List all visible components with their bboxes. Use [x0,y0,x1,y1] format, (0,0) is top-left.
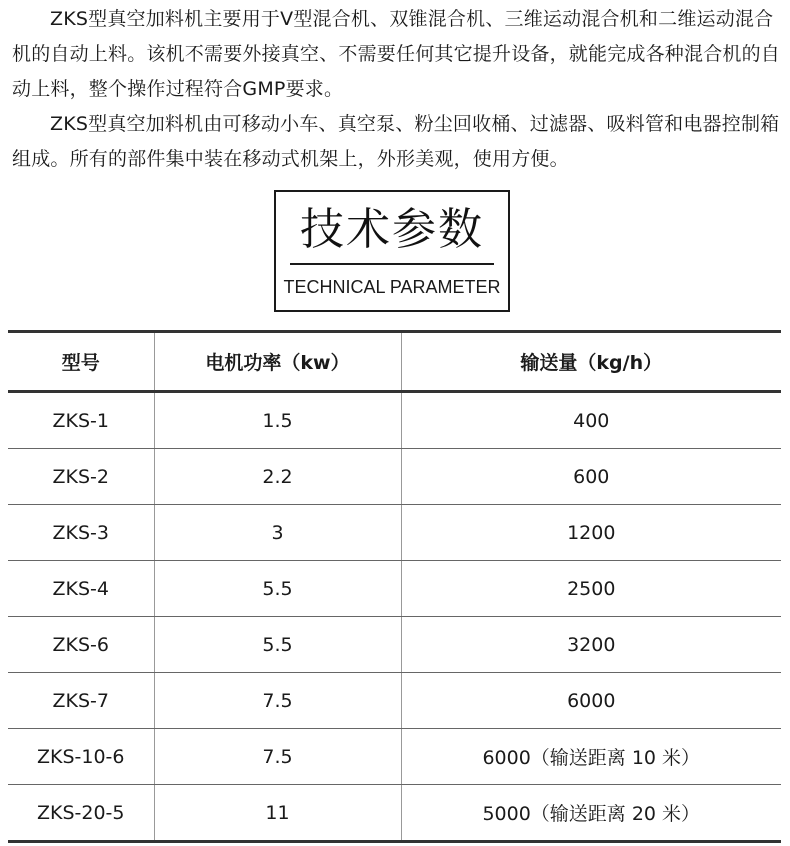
table-header [8,332,781,392]
cell-motor-power: 7.5 [154,673,401,729]
cell-motor-power: 11 [154,785,401,842]
cell-capacity: 2500 [401,561,781,617]
cell-model: ZKS-20-5 [8,785,154,842]
section-title-box [274,190,510,312]
cell-model: ZKS-7 [8,673,154,729]
table-row [8,729,781,785]
cell-model: ZKS-2 [8,449,154,505]
cell-motor-power: 7.5 [154,729,401,785]
cell-model: ZKS-3 [8,505,154,561]
table-row [8,673,781,729]
section-title-cn: 技术参数 [300,204,484,255]
cell-model: ZKS-6 [8,617,154,673]
cell-model: ZKS-1 [8,392,154,449]
cell-capacity: 6000 [401,673,781,729]
header-model: 型号 [8,332,154,392]
cell-capacity: 3200 [401,617,781,673]
cell-capacity: 600 [401,449,781,505]
table-row [8,617,781,673]
cell-motor-power: 5.5 [154,561,401,617]
cell-capacity: 6000（输送距离 10 米） [401,729,781,785]
table-row [8,449,781,505]
title-divider [290,263,494,265]
header-motor-power: 电机功率（kw） [154,332,401,392]
intro-paragraph: ZKS型真空加料机由可移动小车、真空泵、粉尘回收桶、过滤器、吸料管和电器控制箱组成。所有的部件集中装在移动式机架上，外形美观，使用方便。 [12,113,780,170]
cell-motor-power: 3 [154,505,401,561]
cell-model: ZKS-10-6 [8,729,154,785]
cell-motor-power: 5.5 [154,617,401,673]
header-row [8,332,781,392]
intro-text [12,2,784,177]
table-row [8,505,781,561]
table-row [8,392,781,449]
table-row [8,561,781,617]
cell-model: ZKS-4 [8,561,154,617]
header-capacity: 输送量（kg/h） [401,332,781,392]
parameter-table [8,330,781,843]
cell-capacity: 400 [401,392,781,449]
cell-capacity: 1200 [401,505,781,561]
cell-capacity: 5000（输送距离 20 米） [401,785,781,842]
cell-motor-power: 2.2 [154,449,401,505]
section-title-en: TECHNICAL PARAMETER [283,277,501,297]
table-row [8,785,781,842]
intro-paragraph: ZKS型真空加料机主要用于V型混合机、双锥混合机、三维运动混合机和二维运动混合机的自动上料。该机不需要外接真空、不需要任何其它提升设备，就能完成各种混合机的自动上料，整个操作过程符合GMP要求。 [12,8,781,100]
cell-motor-power: 1.5 [154,392,401,449]
